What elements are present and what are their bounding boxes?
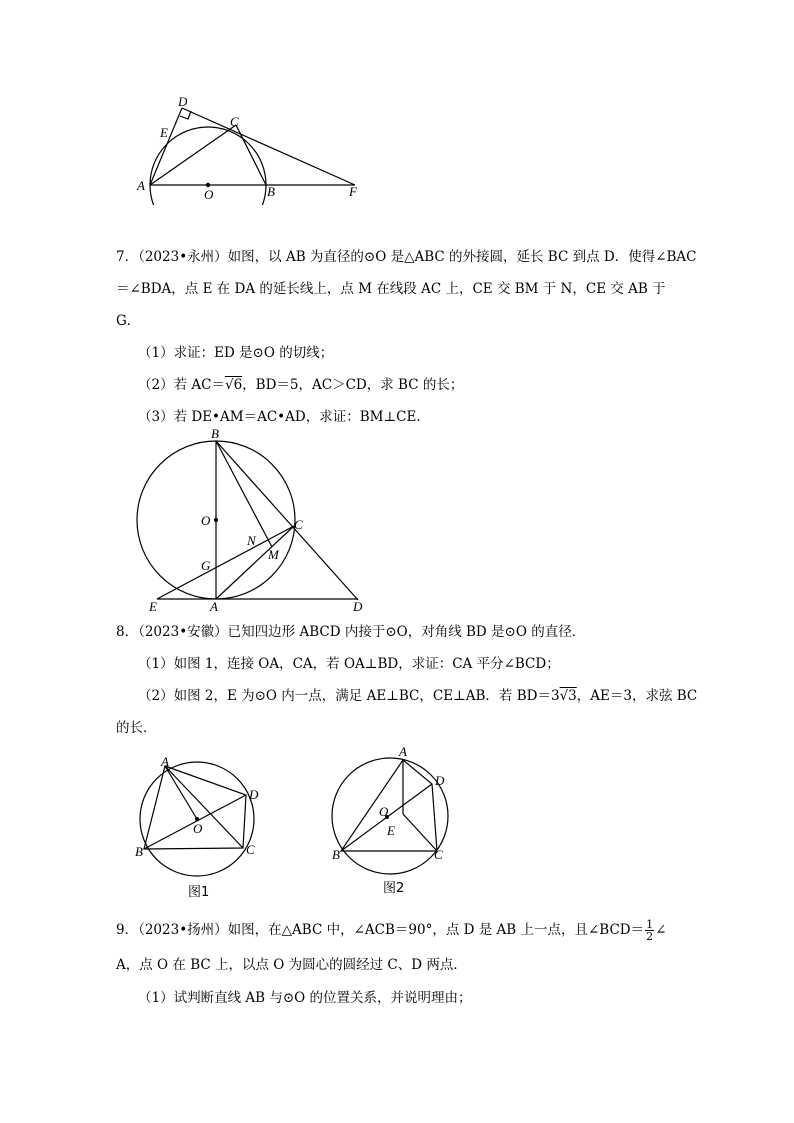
label-d: D	[353, 599, 363, 614]
label-f: F	[349, 184, 357, 199]
q9-part1: （1）试判断直线 AB 与⊙O 的位置关系，并说明理由；	[138, 990, 472, 1006]
line-bc-d	[216, 441, 358, 600]
frac-num: 1	[646, 918, 654, 931]
q9-line1-a: 9．（2023•扬州）如图，在△ABC 中，∠ACB＝90°，点 D 是 AB 上一点，且∠BCD＝	[116, 922, 645, 938]
label-b: B	[332, 847, 340, 862]
frac-den: 2	[646, 930, 654, 943]
label-b: B	[211, 426, 219, 441]
label-e: E	[160, 125, 168, 140]
label-n: N	[247, 533, 256, 548]
q8-part2-cont: 的长．	[116, 720, 157, 736]
center-o-dot	[214, 518, 218, 522]
q8-part1: （1）如图 1，连接 OA，CA，若 OA⊥BD，求证：CA 平分∠BCD；	[138, 656, 560, 672]
line-ec	[403, 814, 437, 851]
label-b: B	[135, 844, 143, 859]
q8-part2-a: （2）如图 2，E 为⊙O 内一点，满足 AE⊥BC，CE⊥AB．若 BD＝3	[138, 688, 560, 704]
q7-line1: 7．（2023•永州）如图，以 AB 为直径的⊙O 是△ABC 的外接圆，延长 BC 到点 D．使得∠BAC	[116, 249, 697, 265]
label-g: G	[201, 558, 211, 573]
label-d: D	[435, 773, 445, 788]
figure-q7	[135, 425, 375, 615]
q7-part1: （1）求证：ED 是⊙O 的切线；	[138, 345, 334, 361]
line-cb	[236, 125, 266, 185]
label-o: O	[201, 513, 211, 528]
figure-top	[130, 90, 380, 205]
q7-part2-a: （2）若 AC＝	[138, 377, 225, 393]
label-a: A	[399, 744, 407, 759]
label-o: O	[379, 804, 389, 819]
caption-fig1: 图1	[188, 885, 210, 900]
q8-line1: 8．（2023•安徽）已知四边形 ABCD 内接于⊙O，对角线 BD 是⊙O 的直径．	[116, 624, 586, 640]
label-c: C	[246, 842, 255, 857]
figure-q8-1	[130, 752, 270, 902]
caption-fig2: 图2	[383, 881, 405, 896]
label-b: B	[267, 184, 275, 199]
line-oa	[165, 766, 197, 819]
q7-part3: （3）若 DE•AM＝AC•AD，求证：BM⊥CE．	[138, 409, 430, 425]
circle-o	[332, 758, 448, 874]
line-df	[182, 108, 355, 185]
q9-line2: A，点 O 在 BC 上，以点 O 为圆心的圆经过 C、D 两点．	[116, 957, 467, 973]
label-o: O	[204, 187, 214, 202]
quad-abcd	[144, 766, 246, 849]
fraction-one-half	[645, 919, 654, 942]
label-e: E	[149, 599, 157, 614]
label-a: A	[137, 178, 145, 193]
label-a: A	[161, 754, 169, 769]
q9-line1	[116, 919, 666, 942]
label-e: E	[387, 823, 395, 838]
label-a: A	[210, 599, 218, 614]
q7-line2: ＝∠BDA，点 E 在 DA 的延长线上，点 M 在线段 AC 上，CE 交 BM 于 N，CE 交 AB 于	[116, 281, 666, 297]
figure-q8-2	[325, 742, 465, 897]
label-c: C	[294, 517, 303, 532]
q8-part2-b: ，AE＝3，求弦 BC	[576, 688, 698, 704]
q7-part2-b: ，BD＝5，AC＞CD，求 BC 的长；	[242, 377, 464, 393]
label-o: O	[193, 821, 203, 836]
label-c: C	[434, 847, 443, 862]
q8-part2	[138, 686, 697, 706]
label-c: C	[230, 114, 239, 129]
line-ca	[165, 766, 243, 848]
label-d: D	[178, 94, 188, 109]
q7-part2	[138, 375, 463, 395]
sqrt-6: √6	[224, 377, 243, 393]
q7-line3: G．	[116, 313, 141, 329]
q9-line1-b: ∠	[655, 922, 667, 938]
line-ec	[157, 526, 294, 599]
label-d: D	[249, 787, 259, 802]
sqrt-3: √3	[559, 688, 577, 704]
right-angle-mark	[180, 111, 191, 119]
label-m: M	[268, 547, 279, 562]
